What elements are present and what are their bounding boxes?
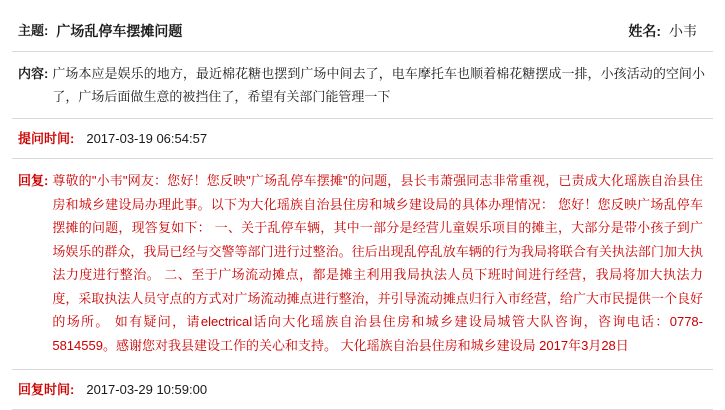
content-row xyxy=(12,52,713,118)
subject-label: 主题: xyxy=(18,23,49,38)
reply-time-value: 2017-03-29 10:59:00 xyxy=(86,381,208,397)
subject-left xyxy=(18,20,182,41)
ask-time-label: 提问时间: xyxy=(18,131,75,146)
name-value: 小韦 xyxy=(669,22,697,39)
subject-right xyxy=(628,21,705,41)
ask-time-value: 2017-03-19 06:54:57 xyxy=(86,130,208,146)
reply-time-label: 回复时间: xyxy=(18,382,75,397)
ask-time-row xyxy=(12,119,713,158)
reply-time-row xyxy=(12,370,713,409)
reply-row xyxy=(12,159,713,369)
reply-text: 尊敬的"小韦"网友：您好！您反映"广场乱停车摆摊"的问题，县长韦萧强同志非常重视，已责成大化瑶族自治县住房和城乡建设局办理此事。以下为大化瑶族自治县住房和城乡建设局的具体办理情况： 您好！您反映广场乱停车摆摊的问题，现答复如下： 一、关于乱停车辆，其中一部分是经营儿童娱乐项目的摊主，大部分是带小孩子到广场娱乐的群众，我局已经与交警等部门进行过整治。往后出现乱停乱放车辆的行为我局将联合有关执法部门加大执法力度进行整治。 二、至于广场流动摊点，都是摊主利用我局执法人员下班时间进行经营，我局将加大执法力度，采取执法人员守点的方式对广场流动摊点进行整治，并引导流动摊点归行入市经营，给广大市民提供一个良好的场所。 如有疑问，请electrical话向大化瑶族自治县住房和城乡建设局城管大队咨询，咨询电话：0778-5814559。感谢您对我县建设工作的关心和支持。 大化瑶族自治县住房和城乡建设局 2017年3月28日 xyxy=(52,173,703,353)
subject-title: 广场乱停车摆摊问题 xyxy=(56,22,183,39)
subject-row xyxy=(12,12,713,51)
content-text: 广场本应是娱乐的地方，最近棉花糖也摆到广场中间去了，电车摩托车也顺着棉花糖摆成一排，小孩活动的空间小了，广场后面做生意的被挡住了，希望有关部门能管理一下 xyxy=(52,66,705,104)
content-label: 内容: xyxy=(18,66,49,81)
name-label: 姓名: xyxy=(628,22,661,39)
reply-label: 回复: xyxy=(18,173,49,188)
